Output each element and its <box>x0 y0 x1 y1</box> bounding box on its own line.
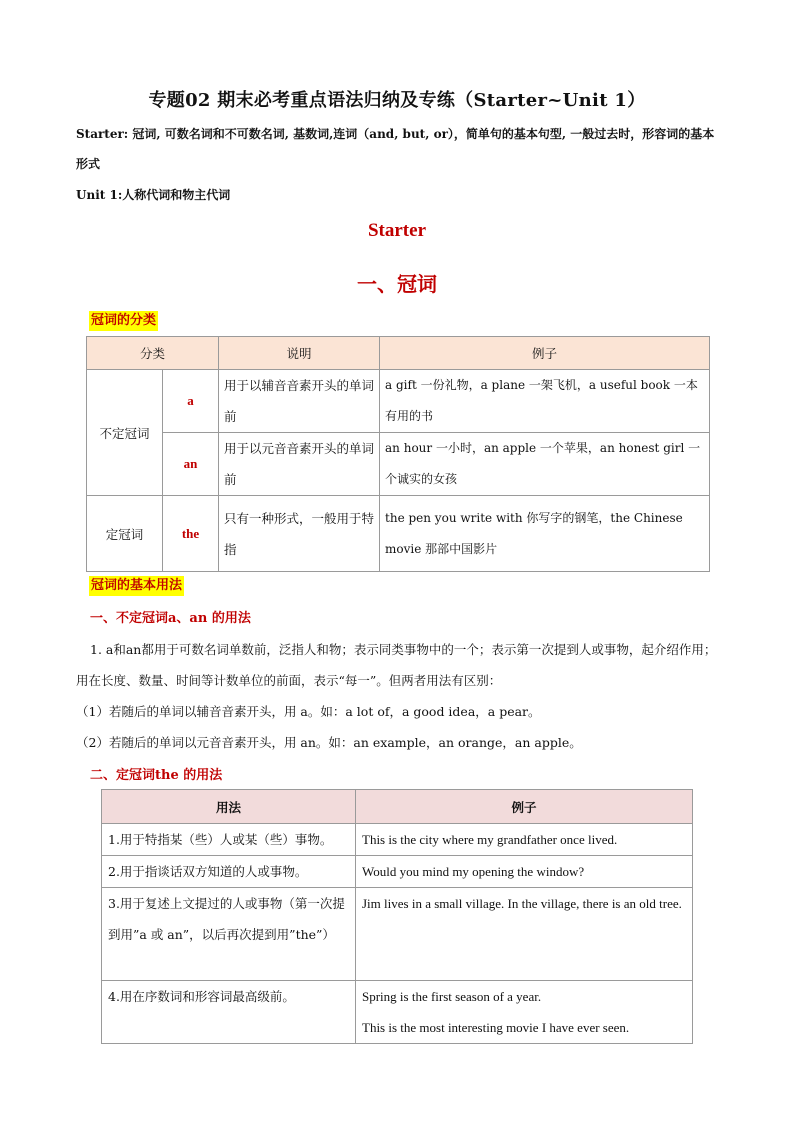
subheading-definite: 二、定冠词the 的用法 <box>90 768 223 783</box>
article-classification-table <box>86 336 710 572</box>
highlight-article-usage: 冠词的基本用法 <box>89 576 184 596</box>
table-row <box>102 981 693 1044</box>
intro-unit1: Unit 1:人称代词和物主代词 <box>76 188 231 202</box>
paragraph-vowel-rule: （2）若随后的单词以元音音素开头，用 an。如：an example，an orange，an apple。 <box>76 735 582 750</box>
example-cell <box>356 981 693 1044</box>
example-cell: Would you mind my opening the window? <box>356 856 693 888</box>
paragraph-indefinite-usage: 1. a和an都用于可数名词单数前，泛指人和物；表示同类事物中的一个；表示第一次提到人或事物，起介绍作用；用在长度、数量、时间等计数单位的前面，表示“每一”。但两者用法有区别： <box>76 642 717 688</box>
example-a: a gift 一份礼物，a plane 一架飞机，a useful book 一本有用的书 <box>380 370 710 433</box>
paragraph-consonant-rule: （1）若随后的单词以辅音音素开头，用 a。如：a lot of，a good idea，a pear。 <box>76 704 541 719</box>
example-cell: Jim lives in a small village. In the village, there is an old tree. <box>356 888 693 981</box>
article-the: the <box>163 496 219 572</box>
table-row <box>102 824 693 856</box>
header-description: 说明 <box>219 337 380 370</box>
indefinite-article-label: 不定冠词 <box>87 370 163 496</box>
usage-cell: 1.用于特指某（些）人或某（些）事物。 <box>102 824 356 856</box>
usage-cell: 2.用于指谈话双方知道的人或事物。 <box>102 856 356 888</box>
example-an: an hour 一小时，an apple 一个苹果，an honest girl 一个诚实的女孩 <box>380 433 710 496</box>
header-category: 分类 <box>87 337 219 370</box>
page-title: 专题02 期末必考重点语法归纳及专练（Starter~Unit 1） <box>148 90 646 111</box>
example-line: Spring is the first season of a year. <box>362 989 542 1004</box>
highlight-article-classification: 冠词的分类 <box>89 311 158 331</box>
example-cell: This is the city where my grandfather once lived. <box>356 824 693 856</box>
usage-cell: 4.用在序数词和形容词最高级前。 <box>102 981 356 1044</box>
section-heading-articles: 一、冠词 <box>357 272 437 296</box>
usage-cell: 3.用于复述上文提过的人或事物（第一次提到用”a 或 an”，以后再次提到用”the”） <box>102 888 356 981</box>
subheading-indefinite: 一、不定冠词a、an 的用法 <box>90 611 251 626</box>
desc-a: 用于以辅音音素开头的单词前 <box>219 370 380 433</box>
header-example: 例子 <box>356 790 693 824</box>
table-row <box>102 856 693 888</box>
table-header-row <box>102 790 693 824</box>
table-row <box>87 370 710 433</box>
desc-the: 只有一种形式，一般用于特指 <box>219 496 380 572</box>
intro-starter: Starter: 冠词, 可数名词和不可数名词, 基数词,连词（and, but, or），简单句的基本句型, 一般过去时，形容词的基本形式 <box>76 127 715 171</box>
header-example: 例子 <box>380 337 710 370</box>
table-row <box>87 433 710 496</box>
definite-article-label: 定冠词 <box>87 496 163 572</box>
section-heading-starter: Starter <box>367 220 427 241</box>
table-row <box>102 888 693 981</box>
article-an: an <box>163 433 219 496</box>
example-line: This is the most interesting movie I have ever seen. <box>362 1020 630 1035</box>
header-usage: 用法 <box>102 790 356 824</box>
definite-article-usage-table <box>101 789 693 1044</box>
desc-an: 用于以元音音素开头的单词前 <box>219 433 380 496</box>
article-a: a <box>163 370 219 433</box>
example-the: the pen you write with 你写字的钢笔，the Chinese movie 那部中国影片 <box>380 496 710 572</box>
table-header-row <box>87 337 710 370</box>
table-row <box>87 496 710 572</box>
